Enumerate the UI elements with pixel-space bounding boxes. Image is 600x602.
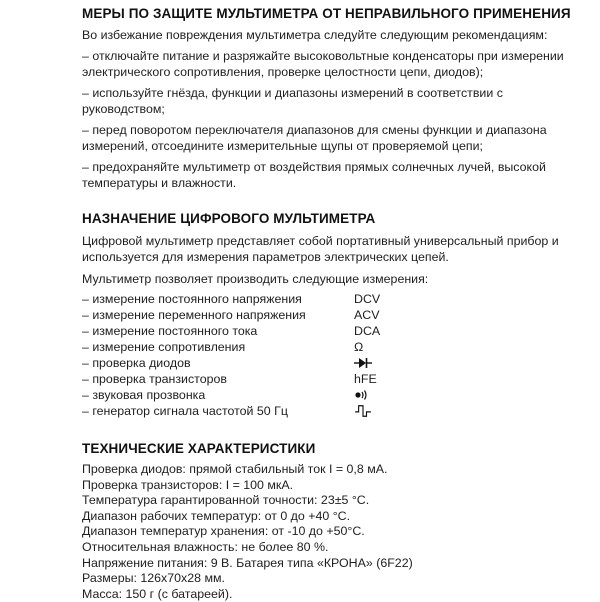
- buzzer-symbol-icon: [354, 388, 370, 402]
- spec-line: Температура гарантированной точности: 23±5 °С.: [82, 493, 370, 508]
- measurement-code: ACV: [354, 308, 380, 322]
- measurement-row: [82, 291, 587, 307]
- spec-line: Размеры: 126х70х28 мм.: [82, 571, 225, 586]
- purpose-section: [82, 210, 587, 419]
- spec-line: Напряжение питания: 9 В. Батарея типа «КРОНА» (6F22): [82, 555, 413, 570]
- purpose-title: НАЗНАЧЕНИЕ ЦИФРОВОГО МУЛЬТИМЕТРА: [82, 211, 376, 226]
- spec-line: Проверка диодов: прямой стабильный ток I = 0,8 мА.: [82, 462, 388, 476]
- protection-item: – отключайте питание и разряжайте высоковольтные конденсаторы при измерении электрического сопротивления, проверке целостности цепи, диодов);: [82, 49, 564, 79]
- measurement-code: DCV: [354, 292, 381, 306]
- spec-line: Диапазон температур хранения: от -10 до +50°С.: [82, 524, 365, 539]
- specs-title: ТЕХНИЧЕСКИЕ ХАРАКТЕРИСТИКИ: [82, 441, 316, 456]
- protection-intro: Во избежание повреждения мультиметра следуйте следующим рекомендациям:: [82, 28, 548, 42]
- protection-item: – предохраняйте мультиметр от воздействия прямых солнечных лучей, высокой температуры и влажности.: [82, 160, 546, 190]
- specs-section: [82, 440, 587, 602]
- measurement-row: [82, 323, 587, 339]
- measurement-row: [82, 355, 587, 371]
- protection-section: [82, 5, 587, 191]
- spec-line: Диапазон рабочих температур: от 0 до +40 °С.: [82, 508, 351, 523]
- purpose-description: Цифровой мультиметр представляет собой портативный универсальный прибор и используется для измерения параметров электрических цепей.: [82, 234, 559, 264]
- protection-title: МЕРЫ ПО ЗАЩИТЕ МУЛЬТИМЕТРА ОТ НЕПРАВИЛЬНОГО ПРИМЕНЕНИЯ: [82, 6, 571, 21]
- measurements-list: [82, 291, 587, 419]
- square-wave-icon: [354, 404, 372, 418]
- manual-page: [82, 5, 587, 602]
- measurement-code: Ω: [354, 340, 364, 354]
- measurement-label: – проверка транзисторов: [82, 372, 227, 386]
- purpose-allows: Мультиметр позволяет производить следующие измерения:: [82, 272, 429, 286]
- measurement-label: – измерение сопротивления: [82, 340, 246, 354]
- measurement-label: – проверка диодов: [82, 356, 191, 370]
- spec-line: Масса: 150 г (с батареей).: [82, 586, 233, 601]
- measurement-label: – измерение постоянного тока: [82, 324, 258, 338]
- measurement-code: hFE: [354, 372, 377, 386]
- spec-line: Проверка транзисторов: I = 100 мкА.: [82, 477, 294, 492]
- diode-symbol-icon: [354, 356, 372, 370]
- spec-line: Относительная влажность: не более 80 %.: [82, 539, 329, 554]
- measurement-code: DCA: [354, 324, 381, 338]
- protection-item: – используйте гнёзда, функции и диапазоны измерений в соответствии с руководством;: [82, 86, 503, 116]
- measurement-label: – звуковая прозвонка: [82, 388, 206, 402]
- measurement-row: [82, 403, 587, 419]
- measurement-row: [82, 307, 587, 323]
- measurement-row: [82, 387, 587, 403]
- measurement-label: – генератор сигнала частотой 50 Гц: [82, 404, 288, 418]
- protection-item: – перед поворотом переключателя диапазонов для смены функции и диапазона измерений, отсоедините измерительные щупы от проверяемой цепи;: [82, 123, 547, 153]
- measurement-row: [82, 371, 587, 387]
- measurement-label: – измерение переменного напряжения: [82, 308, 306, 322]
- measurement-row: [82, 339, 587, 355]
- measurement-label: – измерение постоянного напряжения: [82, 292, 302, 306]
